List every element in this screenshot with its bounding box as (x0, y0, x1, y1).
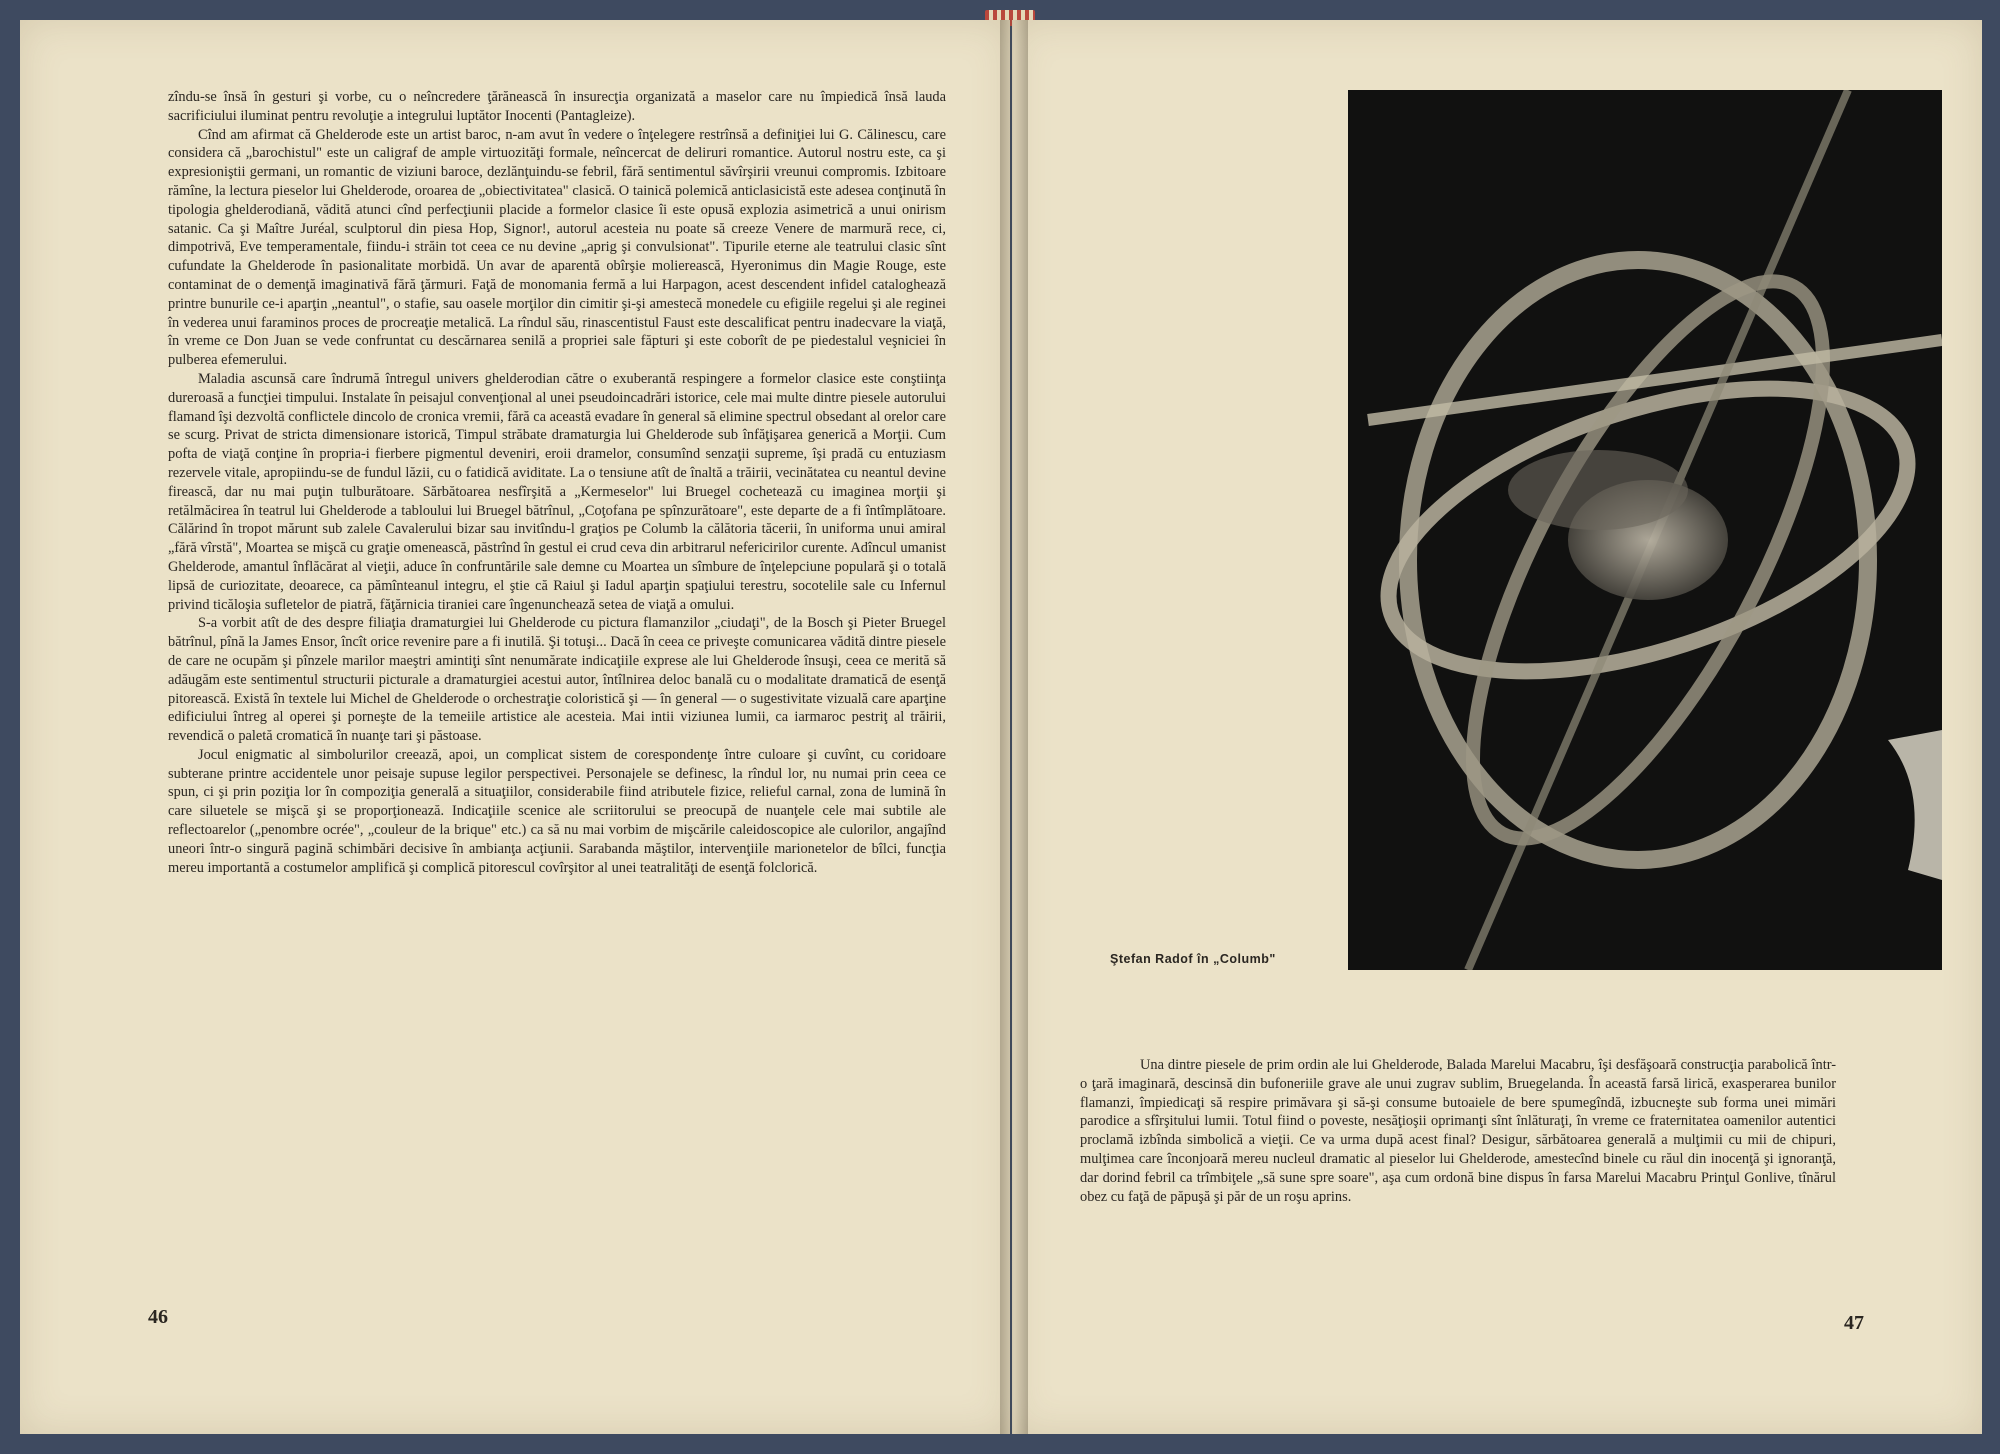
right-paragraph-1: Una dintre piesele de prim ordin ale lui Ghelderode, Balada Marelui Macabru, îşi desfăşoară construcţia parabolică într-o ţară imaginară, descinsă din bufoneriile grave ale unui zugrav sublim, Bruegelanda. În această farsă lirică, exasperarea bunilor flamanzi, împiedicaţi să respire primăvara şi să-şi consume butoaiele de bere spumegîndă, izbucneşte sub forma unei mimări parodice a sfîrşitului lumii. Totul fiind o poveste, nesăţioşii oprimanţi sînt înlăturaţi, în vreme ce fraternitatea oamenilor autentici proclamă izbînda simbolică a vieţii. Ce va urma după acest final? Desigur, sărbătoarea generală a mulţimii cu mii de chipuri, mulţimea care înconjoară mereu nucleul dramatic al pieselor lui Ghelderode, amestecînd binele cu răul din inocenţă şi ignoranţă, dar dorind febril ca trîmbiţele „să sune spre soare", aşa cum ordonă bine dispus în farsa Marelui Macabru Prinţul Gonlive, tînărul obez cu faţă de păpuşă şi păr de un roşu aprins. (1080, 1057, 1836, 1205)
left-paragraph-2: Cînd am afirmat că Ghelderode este un artist baroc, n-am avut în vedere o înţelegere restrînsă a definiţiei lui G. Călinescu, care considera că „barochistul" este un caligraf de ample virtuozităţi formale, neîncercat de deliruri romantice. Autorul nostru este, ca şi expresioniştii germani, un romantic de viziuni baroce, dezlănţuindu-se febril, fără sentimentul săvîrşirii vreunui compromis. Izbitoare rămîne, la lectura pieselor lui Ghelderode, oroarea de „obiectivitatea" clasică. O tainică polemică anticlasicistă este adesea conţinută în tipologia ghelderodiană, vădită atunci cînd perfecţiunii placide a formelor clasice îi este opusă explozia asimetrică a unui onirism satanic. Ca şi Maître Juréal, sculptorul din piesa Hop, Signor!, autorul acesteia nu poate să creeze Venere de marmură rece, ci, dimpotrivă, Eve temperamentale, fiindu-i străin tot ceea ce nu devine „aprig şi convulsionat". Tipurile eterne ale teatrului clasic sînt cufundate la Ghelderode în pasionalitate morbidă. Un avar de aparentă obîrşie molierească, Hyeronimus din Magie Rouge, este contaminat de o demenţă imaginativă fără ţărmuri. Faţă de monomania fermă a lui Harpagon, acest descendent infidel cataloghează printre bunurile ce-i aparţin „neantul", o stafie, sau oasele morţilor din cimitir şi-şi amestecă monedele cu efigiile regelui şi ale reginei în vederea unui faraminos proces de procreaţie metalică. La rîndul său, rinascentistul Faust este descalificat pentru inadecvare la viaţă, în vreme ce Don Juan se vede confruntat cu descărnarea senilă a propriei sale făpturi şi este coborît de pe piedestalul veşniciei în pulberea efemerului. (168, 126, 946, 369)
right-page (1012, 20, 1982, 1434)
left-paragraph-5: Jocul enigmatic al simbolurilor creează, apoi, un complicat sistem de corespondenţe între culoare şi cuvînt, cu coridoare subterane printre accidentele unor peisaje supuse legilor perspectivei. Personajele se definesc, la rîndul lor, nu numai prin ceea ce spun, ci şi prin poziţia lor în compoziţia generală a situaţiilor, considerabile fiind atributele fizice, relieful carnal, zona de lumină în care siluetele se mişcă şi se proporţionează. Indicaţiile scenice ale scriitorului se preocupă de nuanţele cele mai subtile ale reflectoarelor („penombre ocrée", „couleur de la brique" etc.) ca să nu mai vorbim de mişcările caleidoscopice ale culorilor, angajînd uneori într-o singură pagină schimbări decisive în ambianţa acţiunii. Sarabanda măştilor, intervenţiile marionetelor de bîlci, funcţia mereu importantă a costumelor amplifică şi complică pitorescul covîrşitor al unei teatralităţi de esenţă folclorică. (168, 746, 946, 876)
book-gutter (1000, 20, 1028, 1434)
photo-caption: Ştefan Radof în „Columb" (1110, 952, 1276, 966)
left-paragraph-3: Maladia ascunsă care îndrumă întregul univers ghelderodian către o exuberantă respingere a formelor clasice este conştiinţa dureroasă a funcţiei timpului. Instalate în peisajul convenţional al unei pseudoincadrări istorice, cele mai multe dintre piesele autorului flamand îşi dezvoltă conflictele dincolo de cronica vremii, fără ca această evadare în general să elimine spectrul obsedant al orelor care se scurg. Privat de stricta dimensionare istorică, Timpul străbate dramaturgia lui Ghelderode sub înfăţişarea generică a Morţii. Cum pofta de viaţă conţine în propria-i fierbere pigmentul deveniri, eroii dramelor, consumînd senzaţii supreme, îşi pradă cu entuziasm rezervele vitale, apropiindu-se de fundul lăzii, cu o fatidică aviditate. La o tensiune atît de înaltă a trăirii, vecinătatea cu neantul devine firească, dar nu mai puţin tulburătoare. Sărbătoarea nesfîrşită a „Kermeselor" lui Bruegel cochetează cu imaginea morţii şi retălmăcirea în teatrul lui Ghelderode a tabloului lui Bruegel bătrînul, „Coţofana pe spînzurătoare", este departe de a fi întîmplătoare. Călărind în tropot mărunt sub zalele Cavalerului bizar sau invitîndu-l graţios pe Columb la călătoria tăcerii, în uniforma unui amiral „fără vîrstă", Moartea se mişcă cu graţie omenească, păstrînd în gestul ei crud ceva din arbitrarul nefericirilor curente. Adîncul umanist Ghelderode, amantul înflăcărat al vieţii, aduce în confruntările sale demne cu Moartea un sîmbure de înţelepciune populară şi o totală lipsă de curiozitate, deoarece, ca pămînteanul integru, el ştie că Raiul şi Iadul aparţin spaţiului terestru, socotelile sale cu Infernul privind ticăloşia sufletelor de piatră, făţărnicia tiraniei care îngenunchează setea de viaţă a omului. (168, 370, 946, 613)
page-number-left: 46 (148, 1306, 168, 1328)
left-page (20, 20, 1010, 1434)
left-page-text-column (168, 88, 946, 877)
page-number-right: 47 (1844, 1312, 1864, 1334)
right-page-text-column (1080, 1056, 1836, 1206)
stage-photo (1348, 90, 1942, 970)
armillary-sphere-figure (1348, 90, 1942, 970)
left-paragraph-4: S-a vorbit atît de des despre filiaţia dramaturgiei lui Ghelderode cu pictura flamanzilor „ciudaţi", de la Bosch şi Pieter Bruegel bătrînul, pînă la James Ensor, încît orice revenire pare a fi inutilă. Şi totuşi... Dacă în ceea ce priveşte comunicarea vădită dintre piesele de care ne ocupăm şi pînzele marilor maeştri amintiţi sînt nenumărate indicaţiile exprese ale lui Ghelderode însuşi, ceea ce merită să adăugăm este sentimentul structurii picturale a dramaturgiei acestui autor, întîlnirea deloc banală cu o modalitate dramatică de esenţă pitorească. Există în textele lui Michel de Ghelderode o orchestraţie coloristică şi — în general — o sugestivitate vizuală care aparţine edificiului întreg al operei şi porneşte de la temeiile artistice ale acesteia. Mai intii viziunea lumii, ca iarmaroc pestriţ al trăirii, revendică o paletă cromatică în nuanţe tari şi păstoase. (168, 615, 946, 745)
left-paragraph-1: zîndu-se însă în gesturi şi vorbe, cu o neîncredere ţărănească în insurecţia organizată a maselor care nu împiedică însă lauda sacrificiului iluminat pentru revoluţie a integrului luptător Inocenti (Pantagleize). (168, 89, 946, 124)
